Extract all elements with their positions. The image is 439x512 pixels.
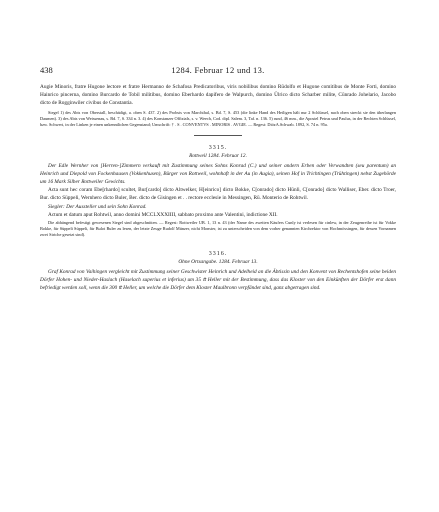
document-text: Actum et datum aput Rohtwil, anno domini MCCLXXXIIII, sabbato proximo ante Valentini, indictione XII. — [48, 211, 278, 218]
document-text: Acta sunt hec coram Ebe[rhardo] scultet, Bur[cardo] dicto Altwelker, H[einrico] dicto Bokke, C[onrado] dicto Hūnli, C[onrado] dicto Walliser, Eber. dicto Troer, Bur. dicto Süppeli, Wernhero dicto Buler, Ber. dicto de Gisingen et . . rectore ecclesie in Messingen, Rū. Monterio de Rohtwil. — [40, 187, 396, 202]
document-number: 3315. — [208, 144, 228, 151]
sealer-line: Siegler: Der Aussteller und sein Sohn Konrad. — [48, 203, 147, 210]
document-regest: Der Edle Wernher von [Herren-]Zimmern verkauft mit Zustimmung seines Sohns Konrad (C.) und seiner andern Erben oder Verwandten (seu parentum) an Heinrich und Diepold von Fockenhausen (Vokkenhusen), Bürger von Rottweil, wohnhaft in der Au (in Augia), seinen Hof in Trichtingen (Trühtingen) nebst Zugehörde um 16 Mark Silber Rottweiler Gewichts. — [40, 162, 396, 186]
document-dateline: Rottweil 1284. Februar 12. — [189, 152, 247, 159]
divider — [194, 135, 242, 136]
seal-note: Siegel 1) des Abts von Oberstall, beschädigt, a. oben S. 437. 2) des Probsts von Marchthal, s. Bd. 7, S. 453 (die linke Hand des Heiligen hält nur 2 Schlüssel, nach oben streckt sie den überlangen Daumen). 3) des Abts von Weissenau, s. Bd. 7, S. 334 n. 3. 4) des Konstanzer Offizials, s. v. Weech, Cod. dipl. Salem. 3, Taf. n. 136. 5) rund, 46 mm., die Apostel Petrus und Paulus, in der Rechten Schlüssel, bzw. Schwert, in der Linken je einen unkenntlichen Gegenstand; Umschrift: † . S . CONVENTVS . MINORIS . AVGIE. — Regest: DiözA.Schwab. 1892, S. 74 n. 95a. — [40, 109, 396, 127]
document-regest: Graf Konrad von Vaihingen vergleicht mit Zustimmung seiner Geschwister Heinrich und Adelheid an die Äbtissin und den Konvent von Rechentshofen seine beiden Dörfer Hohen- und Nieder-Haslach (Haselach superius et inferius) um 35 ₶ Heller mit der Bestimmung, dass das Kloster von den Einkünften der Dörfer erst dann befriedigt werden soll, wenn die 300 ₶ Heller, um welche die Dörfer dem Kloster Maulbronn verpfändet sind, ganz abgetragen sind. — [40, 269, 396, 292]
page-number: 438 — [40, 65, 53, 75]
document-dateline: Ohne Ortsangabe. 1284. Februar 13. — [178, 259, 258, 266]
document-number: 3316. — [208, 251, 228, 258]
page-body — [40, 83, 396, 293]
running-title: 1284. Februar 12 und 13. — [171, 65, 265, 75]
continued-text: Augie Minoris, fratre Hugone lectore et fratre Hermanno de Schafosa Predicatoribus, viris nobilibus domino Rūdolfo et Hugone comitibus de Monte Forti, domino Hainrico pincerna, domino Burcardo de Tobil militibus, domino Eberhardo dapifero de Walpurch, domino Ūlrico dicto Scharber milite, Cūnrado Johelario, Jacobo dicto de Rogginwiler civibus de Constantia. — [40, 84, 396, 107]
page-header — [40, 65, 396, 77]
document-note: Die abhängend befestigt gewesenen Siegel sind abgeschnitten. — Regest: Rottweiler UB. 1, 13 n. 43 (der Name des zweiten Käufers Cunly ist verlesen für cinlew, in der Zeugenreihe ist für Vokke Bokke, für Süppeli Süppeli, für Bulot Buler zu lesen, der letzte Zeuge Rudolf Münzer, nicht Monster, ist zu unterscheiden von dem vorher genannten Kirchrektor von Hochmössingen, für dessen Vornamen zwei Striche gesetzt sind). — [40, 220, 396, 238]
